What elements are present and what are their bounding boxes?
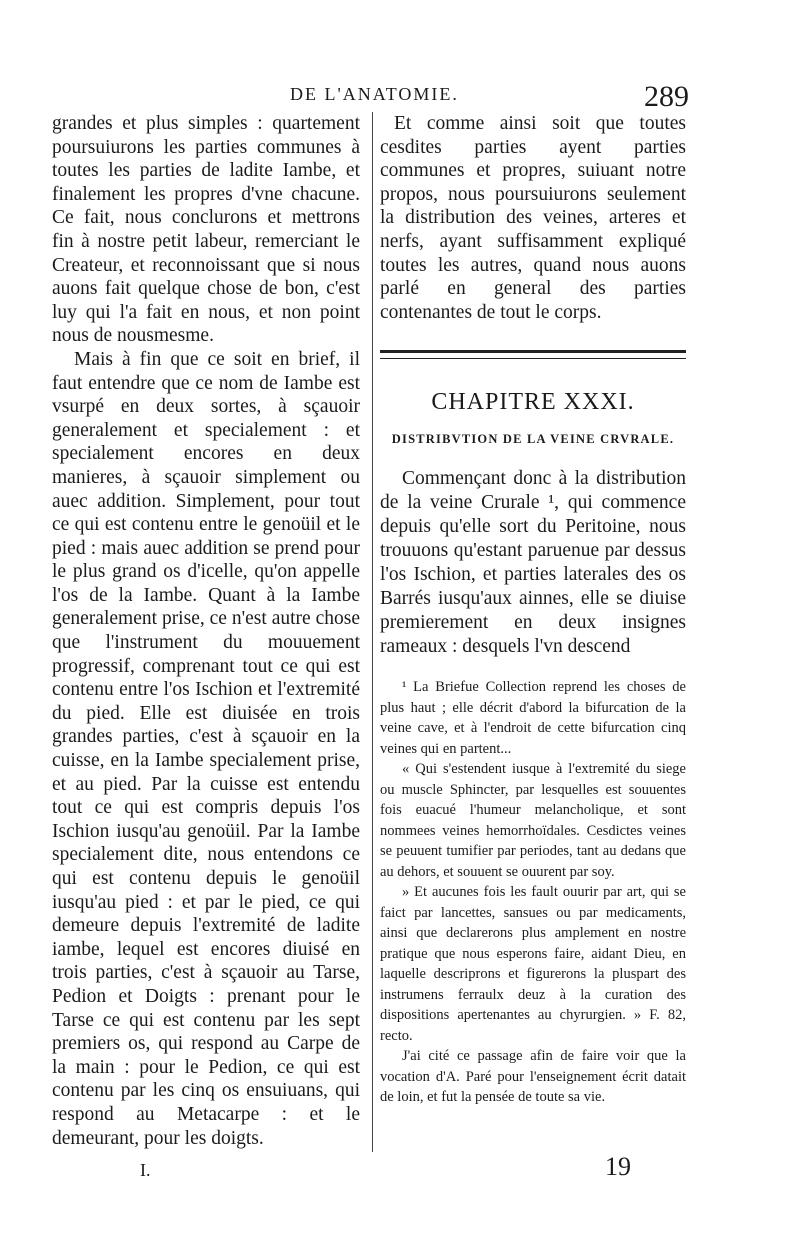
gathering-number: 19 <box>605 1152 631 1181</box>
chapter-paragraph: Commençant donc à la distribution de la veine Crurale ¹, qui commence depuis qu'elle sort du Peritoine, nous trouuons qu'estant paruenue par dessus l'os Ischion, et parties laterales des os Barrés iusqu'aux ainnes, elle se diuise premierement en deux insignes rameaux : desquels l'vn descend <box>380 468 686 658</box>
column-divider <box>372 112 373 1152</box>
chapter-subtitle: DISTRIBVTION DE LA VEINE CRVRALE. <box>391 432 675 447</box>
section-divider <box>380 350 686 359</box>
footnotes <box>380 677 686 1108</box>
right-intro-paragraph: Et comme ainsi soit que toutes cesdites parties ayent parties communes et propres, suiuant notre propos, nous poursuiurons seulement la distribution des veines, arteres et nerfs, ayant suffisamment expliqué toutes les autres, quand nous auons parlé en general des parties contenantes de tout le corps. <box>380 113 686 323</box>
footnote-3: » Et aucunes fois les fault ouurir par art, qui se faict par lancettes, sansues ou par medicaments, ainsi que declarerons plus amplement en nostre pratique que nous esperons faire, aidant Dieu, en laquelle descriprons et figurerons la pluspart des instrumens ferraulx deuz à la curation des dispositions apertenantes au chyrurgien. » F. 82, recto. <box>380 884 686 1044</box>
left-paragraph-2: Mais à fin que ce soit en brief, il faut entendre que ce nom de Iambe est vsurpé en deux sortes, à sçauoir generalement et specialement : et specialement encores en deux manieres, à sçauoir simplement ou auec addition. Simplement, pour tout ce qui est contenu entre le genoüil et le pied : mais auec addition se prend pour le plus grand os d'icelle, qu'on appelle l'os de la Iambe. Quant à la Iambe generalement prise, ce n'est autre chose que l'instrument du mouuement progressif, comprenant tout ce qui est contenu entre l'os Ischion et l'extremité du pied. Elle est diuisée en trois grandes parties, c'est à sçauoir en la cuisse, en la Iambe specialement prise, et au pied. Par la cuisse est entendu tout ce qui est compris depuis l'os Ischion iusqu'au genoüil. Par la Iambe specialement dite, nous entendons ce qui est contenu depuis le genoüil iusqu'au pied : et par le pied, ce qui demeure depuis l'extremité de ladite iambe, lequel est encores diuisé en trois parties, c'est à sçauoir au Tarse, Pedion et Doigts : prenant pour le Tarse ce qui est contenu par les sept premiers os, qui respond au Carpe de la main : pour le Pedion, ce qui est contenu par les cinq os ensuiuans, qui respond au Metacarpe : et le demeurant, pour les doigts. <box>52 348 360 1149</box>
left-paragraph-1: grandes et plus simples : quartement poursuiurons les parties communes à toutes les parties de ladite Iambe, et finalement les propres d'vne chacune. Ce fait, nous conclurons et mettrons fin à nostre petit labeur, remerciant le Createur, et reconnoissant que si nous auons fait quelque chose de bon, c'est luy qui l'a fait en nous, et non point nous de nousmesme. <box>52 113 360 347</box>
right-column <box>380 112 686 1108</box>
page-number: 289 <box>644 80 689 113</box>
footnote-1: ¹ La Briefue Collection reprend les choses de plus haut ; elle décrit d'abord la bifurcation de la veine cave, et à l'endroit de cette bifurcation cinq veines qui en partent... <box>380 679 686 757</box>
footnote-4: J'ai cité ce passage afin de faire voir que la vocation d'A. Paré pour l'enseignement écrit datait de loin, et fut la pensée de toute sa vie. <box>380 1048 686 1106</box>
chapter-title: CHAPITRE XXXI. <box>431 389 635 416</box>
signature-mark: I. <box>140 1160 151 1180</box>
left-column <box>52 112 360 1150</box>
footnote-2: « Qui s'estendent iusque à l'extremité du siege ou muscle Sphincter, par lesquelles est souuentes fois euacué l'humeur melancholique, et sont nommees veines hemorrhoïdales. Cesdictes veines se peuuent tumifier par periodes, tant au dedans que au dehors, et souuent se ouurent par soy. <box>380 761 686 880</box>
running-header: DE L'ANATOMIE. <box>290 84 459 104</box>
